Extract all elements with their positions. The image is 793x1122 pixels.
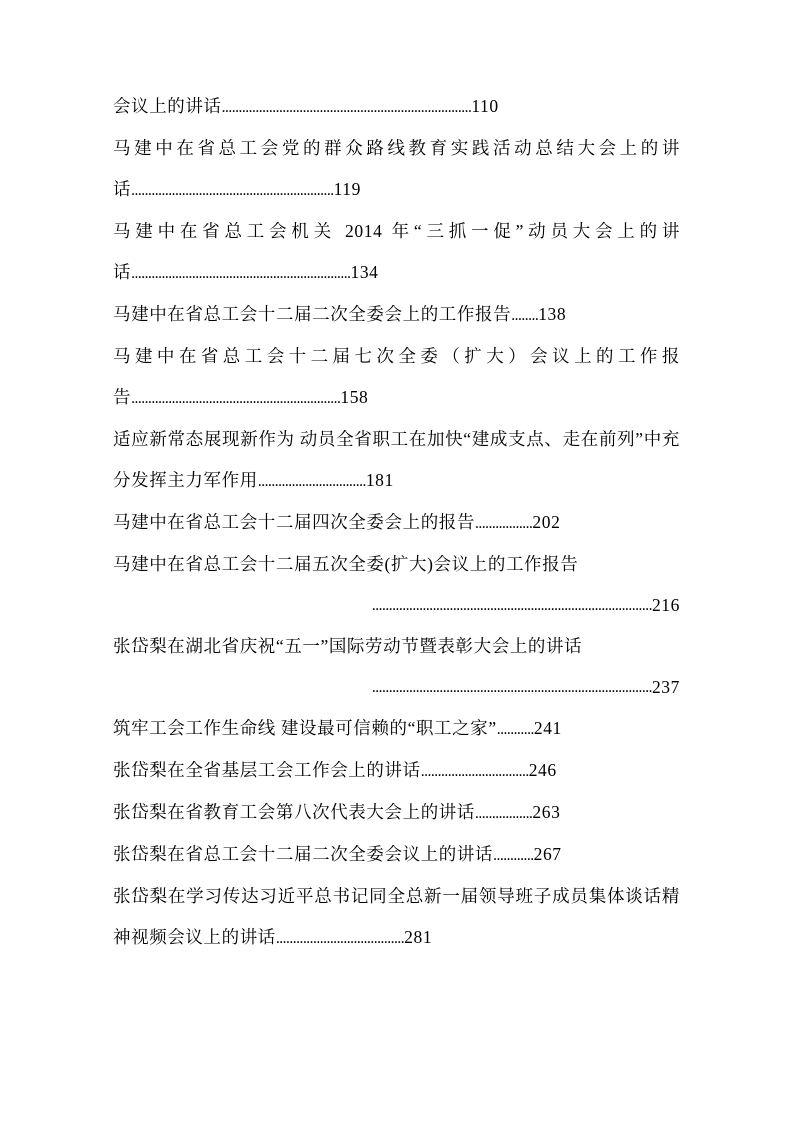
toc-entry[interactable] — [113, 419, 680, 502]
toc-entry-title: 张岱梨在省教育工会第八次代表大会上的讲话 — [113, 802, 475, 822]
toc-page-number: 110 — [471, 96, 499, 116]
toc-page-number: 237 — [651, 677, 680, 697]
toc-entry-tail — [131, 179, 361, 199]
toc-entry[interactable] — [113, 750, 680, 792]
toc-leader-dots: ................. — [475, 515, 533, 532]
toc-entry-title: 马建中在省总工会十二届二次全委会上的工作报告 — [113, 304, 512, 324]
toc-page-number: 181 — [365, 470, 394, 490]
toc-entry-title: 马建中在省总工会十二届四次全委会上的报告 — [113, 512, 475, 532]
toc-entry-tail — [258, 470, 394, 490]
toc-page-number: 119 — [333, 179, 362, 199]
toc-entry[interactable] — [113, 876, 680, 959]
toc-entry-tail — [131, 262, 378, 282]
toc-leader-dots: ................................ — [420, 763, 529, 780]
toc-entry[interactable] — [113, 128, 680, 211]
toc-entry-title: 马建中在省总工会党的群众路线教育实践活动总结大会上的讲话 — [113, 138, 680, 199]
toc-leader-dots: ................................................................................... — [371, 679, 652, 696]
toc-entry-tail — [475, 802, 560, 822]
toc-leader-dots: ................................................................. — [131, 265, 351, 282]
toc-entry[interactable] — [113, 792, 680, 834]
toc-leader-dots: ................. — [475, 805, 533, 822]
toc-entry[interactable] — [113, 544, 680, 626]
toc-leader-dots: .......................................................................... — [221, 99, 472, 116]
toc-leader-dots: ................................................................................... — [371, 597, 652, 614]
toc-entry[interactable] — [113, 336, 680, 419]
toc-entry-title: 张岱梨在湖北省庆祝“五一”国际劳动节暨表彰大会上的讲话 — [113, 636, 583, 656]
toc-page-number: 246 — [528, 760, 557, 780]
table-of-contents — [113, 86, 680, 959]
toc-leader-dots: ........... — [496, 721, 534, 738]
toc-page-number: 267 — [533, 844, 562, 864]
toc-entry[interactable] — [113, 211, 680, 294]
toc-entry-title: 张岱梨在省总工会十二届二次全委会议上的讲话 — [113, 844, 494, 864]
toc-entry-title: 张岱梨在全省基层工会工作会上的讲话 — [113, 760, 421, 780]
toc-page-number: 263 — [532, 802, 561, 822]
toc-entry[interactable] — [113, 626, 680, 708]
toc-entry-tail — [113, 585, 680, 626]
toc-page-number: 138 — [538, 304, 567, 324]
toc-entry-tail — [131, 387, 368, 407]
toc-entry[interactable] — [113, 834, 680, 876]
toc-leader-dots: ............ — [493, 847, 534, 864]
toc-leader-dots: ........ — [511, 307, 539, 324]
toc-page-number: 281 — [404, 927, 433, 947]
toc-page-number: 202 — [532, 512, 561, 532]
toc-entry-title: 马建中在省总工会机关 2014 年“三抓一促”动员大会上的讲话 — [113, 221, 680, 282]
toc-entry-tail — [222, 96, 499, 116]
toc-entry-tail — [493, 844, 562, 864]
toc-entry-tail — [511, 304, 566, 324]
toc-page-number: 158 — [340, 387, 369, 407]
toc-entry-title: 适应新常态展现新作为 动员全省职工在加快“建成支点、走在前列”中充分发挥主力军作用 — [113, 429, 680, 490]
toc-leader-dots: ................................ — [257, 473, 366, 490]
toc-entry[interactable] — [113, 86, 680, 128]
toc-leader-dots: ...................................... — [275, 930, 405, 947]
toc-entry[interactable] — [113, 502, 680, 544]
toc-entry-title: 筑牢工会工作生命线 建设最可信赖的“职工之家” — [113, 718, 497, 738]
toc-entry-tail — [421, 760, 557, 780]
toc-leader-dots: ............................................................ — [131, 182, 334, 199]
toc-entry-title: 会议上的讲话 — [113, 96, 222, 116]
toc-entry-title: 马建中在省总工会十二届七次全委（扩大）会议上的工作报告 — [113, 346, 680, 407]
toc-entry-title: 马建中在省总工会十二届五次全委(扩大)会议上的工作报告 — [113, 554, 579, 574]
toc-entry-tail — [113, 667, 680, 708]
toc-entry-tail — [497, 718, 562, 738]
toc-page-number: 216 — [651, 595, 680, 615]
toc-entry-title: 张岱梨在学习传达习近平总书记同全总新一届领导班子成员集体谈话精神视频会议上的讲话 — [113, 886, 680, 947]
toc-page-number: 241 — [533, 718, 562, 738]
toc-leader-dots: .............................................................. — [131, 390, 341, 407]
toc-entry[interactable] — [113, 294, 680, 336]
toc-page-number: 134 — [350, 262, 379, 282]
toc-entry-tail — [276, 927, 432, 947]
toc-entry[interactable] — [113, 708, 680, 750]
toc-entry-tail — [475, 512, 560, 532]
